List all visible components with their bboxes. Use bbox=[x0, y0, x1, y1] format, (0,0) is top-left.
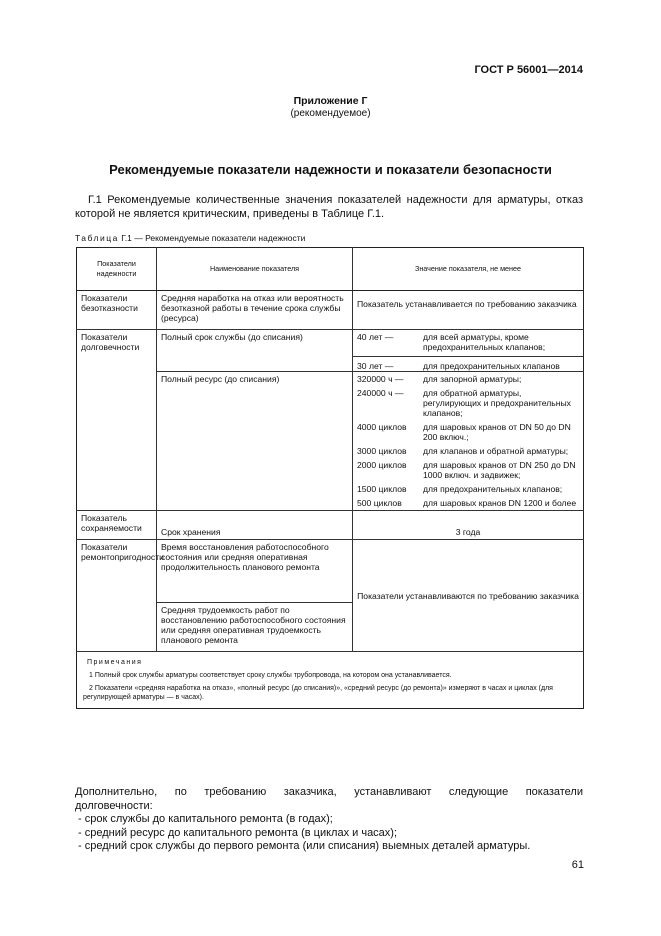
value-text: для шаровых кранов от DN 250 до DN 1000 включ. и задвижек; bbox=[423, 460, 576, 480]
value-text: для обратной арматуры, регулирующих и предохранительных клапанов; bbox=[423, 388, 571, 418]
intro-paragraph: Г.1 Рекомендуемые количественные значения показателей надежности для арматуры, отказ которой не является критическим, приведены в Таблице Г.1. bbox=[75, 194, 583, 220]
header-cell-value: Значение показателя, не менее bbox=[353, 248, 584, 291]
value-text: для предохранительных клапанов bbox=[423, 361, 560, 371]
table-caption-label: Таблица bbox=[75, 233, 119, 243]
value-text: для всей арматуры, кроме предохранительных клапанов; bbox=[423, 332, 546, 352]
indicator-name-cell: Время восстановления работоспособного состояния или средняя оперативная продолжительность планового ремонта bbox=[157, 540, 353, 603]
indicator-name-cell: Средняя наработка на отказ или вероятность безотказной работы в течение срока службы (ресурса) bbox=[157, 291, 353, 330]
note-1: 1 Полный срок службы арматуры соответствует сроку службы трубопровода, на котором она устанавливается. bbox=[89, 672, 452, 679]
indicator-value-cell bbox=[353, 372, 584, 511]
section-heading: Рекомендуемые показатели надежности и показатели безопасности bbox=[109, 162, 552, 177]
value-text: для шаровых кранов DN 1200 и более bbox=[423, 498, 577, 508]
indicator-name-cell: Полный срок службы (до списания) bbox=[157, 330, 353, 372]
indicator-name-cell: Полный ресурс (до списания) bbox=[157, 372, 353, 511]
list-item: - средний ресурс до капитального ремонта (в циклах и часах); bbox=[78, 826, 398, 839]
value-key: 1500 циклов bbox=[357, 484, 407, 494]
indicator-name-cell: Срок хранения bbox=[157, 511, 353, 540]
indicator-value-cell bbox=[353, 330, 584, 372]
reliability-table bbox=[76, 247, 584, 709]
header-cell-name: Наименование показателя bbox=[157, 248, 353, 291]
notes-title: Примечания bbox=[87, 659, 143, 666]
table-caption bbox=[75, 233, 305, 243]
para-line-2: долговечности: bbox=[75, 800, 153, 812]
table-row bbox=[77, 291, 584, 330]
indicator-name-cell: Средняя трудоемкость работ по восстановлению работоспособного состояния или средняя оперативная трудоемкость планового ремонта bbox=[157, 603, 353, 652]
group-cell: Показатели долговечности bbox=[77, 330, 157, 511]
list-item: - средний срок службы до первого ремонта (или списания) выемных деталей арматуры. bbox=[78, 840, 531, 852]
table-caption-text: Г.1 — Рекомендуемые показатели надежности bbox=[118, 233, 306, 243]
indicator-value-cell: Показатель устанавливается по требованию заказчика bbox=[353, 291, 584, 330]
value-key: 500 циклов bbox=[357, 498, 402, 508]
table-row bbox=[77, 540, 584, 603]
appendix-subtitle: (рекомендуемое) bbox=[290, 108, 371, 119]
note-2: 2 Показатели «средняя наработка на отказ», «полный ресурс (до списания)», «средний ресурс (до ремонта)» измеряют в часах и циклах (для регулирующей арматуры — в часах). bbox=[83, 685, 553, 701]
value-key: 3000 циклов bbox=[357, 446, 407, 456]
table-row bbox=[77, 330, 584, 372]
value-divider bbox=[353, 356, 583, 357]
value-key: 320000 ч — bbox=[357, 374, 404, 384]
standard-number: ГОСТ Р 56001—2014 bbox=[474, 64, 583, 76]
notes-cell bbox=[77, 652, 584, 709]
value-key: 40 лет — bbox=[357, 332, 394, 342]
value-key: 30 лет — bbox=[357, 361, 394, 371]
para-word: следующие bbox=[448, 786, 509, 798]
value-text: для шаровых кранов от DN 50 до DN 200 включ.; bbox=[423, 422, 571, 442]
value-text: для клапанов и обратной арматуры; bbox=[423, 446, 569, 456]
value-key: 240000 ч — bbox=[357, 388, 404, 398]
value-key: 4000 циклов bbox=[357, 422, 407, 432]
page-number: 61 bbox=[571, 859, 584, 871]
indicator-value-cell: Показатели устанавливаются по требованию заказчика bbox=[353, 540, 584, 652]
header-cell-indicators: Показатели надежности bbox=[77, 248, 157, 291]
para-word: требованию bbox=[204, 786, 267, 798]
appendix-title: Приложение Г bbox=[293, 95, 368, 107]
para-word: Дополнительно, bbox=[75, 786, 158, 798]
group-cell: Показатели ремонтопригодности bbox=[77, 540, 157, 652]
indicator-value-cell: 3 года bbox=[353, 511, 584, 540]
value-text: для запорной арматуры; bbox=[423, 374, 522, 384]
group-cell: Показатель сохраняемости bbox=[77, 511, 157, 540]
para-word: заказчика, bbox=[283, 786, 337, 798]
list-item: - срок службы до капитального ремонта (в годах); bbox=[78, 813, 333, 825]
para-word: по bbox=[174, 786, 187, 798]
value-text: для предохранительных клапанов; bbox=[423, 484, 563, 494]
para-word: устанавливают bbox=[354, 786, 432, 798]
group-cell: Показатели безотказности bbox=[77, 291, 157, 330]
indicator-list bbox=[75, 813, 530, 854]
notes-row bbox=[77, 652, 584, 709]
table-row bbox=[77, 511, 584, 540]
additional-paragraph bbox=[75, 785, 583, 813]
para-word: показатели bbox=[525, 786, 583, 798]
table-header-row bbox=[77, 248, 584, 291]
value-key: 2000 циклов bbox=[357, 460, 407, 470]
